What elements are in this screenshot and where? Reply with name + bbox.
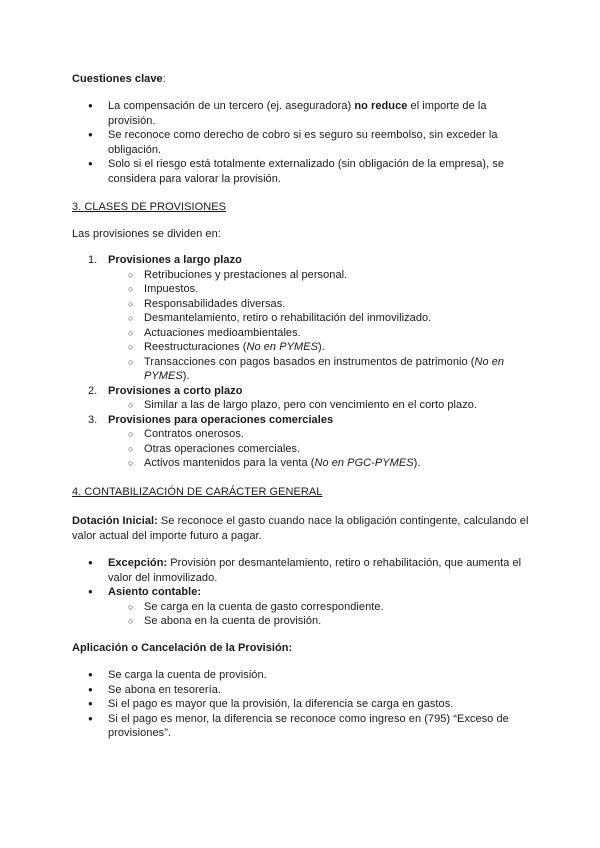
- cuestiones-list: [72, 99, 532, 186]
- aplicacion-list: [72, 668, 532, 741]
- list-item: ○ Similar a las de largo plazo, pero con vencimiento en el corto plazo.: [108, 398, 532, 413]
- list-item-excepcion: ● Excepción: Provisión por desmantelamiento, retiro o rehabilitación, que aumenta el valor del inmovilizado.: [72, 556, 532, 585]
- list-item: ● Se carga la cuenta de provisión.: [72, 668, 532, 683]
- list-item-corto-plazo: 2. Provisiones a corto plazo ○ Similar a las de largo plazo, pero con vencimiento en el corto plazo.: [72, 384, 532, 413]
- list-item: ● La compensación de un tercero (ej. aseguradora) no reduce el importe de la provisión.: [72, 99, 532, 128]
- sublist-largo-plazo: [108, 268, 532, 384]
- cuestiones-heading: Cuestiones clave:: [72, 73, 166, 85]
- list-item-largo-plazo: 1. Provisiones a largo plazo ○ Retribuciones y prestaciones al personal. ○ Impuestos. ○ Responsabilidades diversas. ○ Desmantelamiento, retiro o rehabilitación del inmovilizado. ○ Actuaciones medioambientales. ○ Reestructuraciones (No en PYMES). ○ Transacciones con pagos basados en instrumentos de patrimonio (No en PYMES).: [72, 253, 532, 384]
- list-item: ● Solo si el riesgo está totalmente externalizado (sin obligación de la empresa), se considera para valorar la provisión.: [72, 157, 532, 186]
- sublist-operaciones-comerciales: [108, 427, 532, 471]
- dotacion-list: [72, 556, 532, 629]
- list-item-asiento-contable: ● Asiento contable: ○ Se carga en la cuenta de gasto correspondiente. ○ Se abona en la cuenta de provisión.: [72, 585, 532, 629]
- list-item: ● Si el pago es mayor que la provisión, la diferencia se carga en gastos.: [72, 697, 532, 712]
- list-item: ○ Retribuciones y prestaciones al personal.: [108, 268, 532, 283]
- list-item: ● Si el pago es menor, la diferencia se reconoce como ingreso en (795) “Exceso de provisiones”.: [72, 712, 532, 741]
- list-item: ○ Responsabilidades diversas.: [108, 297, 532, 312]
- clases-list: [72, 253, 532, 471]
- sublist-corto-plazo: [108, 398, 532, 413]
- clases-intro: Las provisiones se dividen en:: [72, 228, 221, 240]
- list-item: ○ Impuestos.: [108, 282, 532, 297]
- list-item: ○ Actuaciones medioambientales.: [108, 326, 532, 341]
- list-item: ○ Activos mantenidos para la venta (No en PGC-PYMES).: [108, 456, 532, 471]
- sublist-asiento: [108, 600, 532, 629]
- list-item: ○ Se carga en la cuenta de gasto correspondiente.: [108, 600, 532, 615]
- dotacion-inicial-paragraph: Dotación Inicial: Se reconoce el gasto cuando nace la obligación contingente, calculando el valor actual del importe futuro a pagar.: [72, 515, 529, 542]
- list-item: ○ Transacciones con pagos basados en instrumentos de patrimonio (No en PYMES).: [108, 355, 532, 384]
- list-item: ○ Desmantelamiento, retiro o rehabilitación del inmovilizado.: [108, 311, 532, 326]
- list-item: ○ Se abona en la cuenta de provisión.: [108, 614, 532, 629]
- list-item: ○ Reestructuraciones (No en PYMES).: [108, 340, 532, 355]
- section-heading-contabilizacion: 4. CONTABILIZACIÓN DE CARÁCTER GENERAL: [72, 486, 323, 498]
- list-item: ● Se abona en tesorería.: [72, 683, 532, 698]
- list-item: ○ Contratos onerosos.: [108, 427, 532, 442]
- list-item-operaciones-comerciales: 3. Provisiones para operaciones comerciales ○ Contratos onerosos. ○ Otras operaciones comerciales. ○ Activos mantenidos para la venta (No en PGC-PYMES).: [72, 413, 532, 471]
- aplicacion-heading: Aplicación o Cancelación de la Provisión:: [72, 642, 293, 654]
- section-heading-clases: 3. CLASES DE PROVISIONES: [72, 201, 227, 213]
- list-item: ○ Otras operaciones comerciales.: [108, 442, 532, 457]
- list-item: ● Se reconoce como derecho de cobro si es seguro su reembolso, sin exceder la obligación.: [72, 128, 532, 157]
